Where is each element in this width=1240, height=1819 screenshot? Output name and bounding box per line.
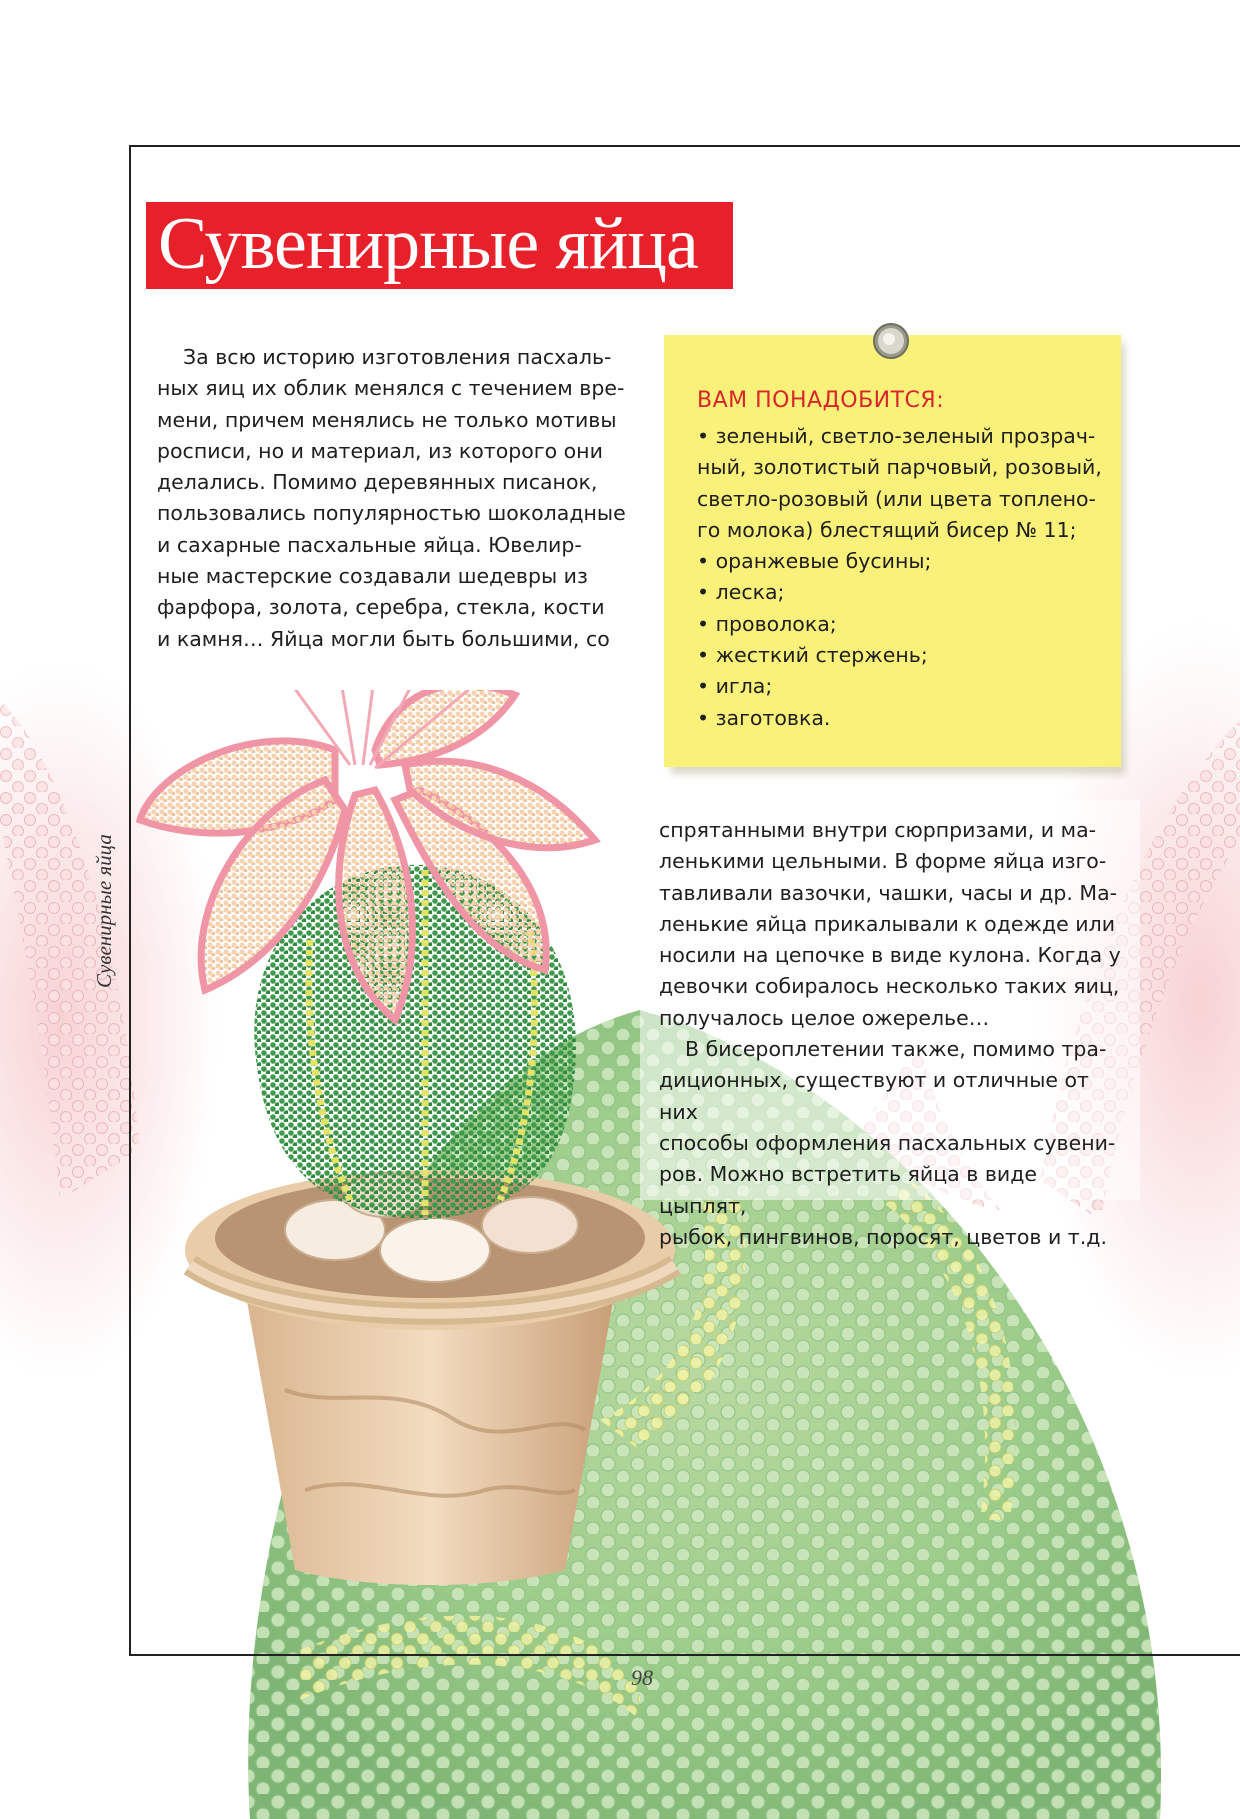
text-line: ленькими цельными. В форме яйца изго- [659,849,1107,874]
list-item: • оранжевые бусины; [697,549,932,574]
list-item: го молока) блестящий бисер № 11; [697,517,1077,542]
text-line: мени, причем менялись не только мотивы [157,407,617,432]
list-item: • зеленый, светло-зеленый прозрач- [697,424,1096,448]
text-line: ные мастерские создавали шедевры из [157,564,588,589]
continuation-paragraph-2 [659,1034,1129,1253]
frame-left-line [129,145,131,1655]
continuation-paragraph-1 [659,815,1129,1034]
text-line: ных яиц их облик менялся с течением вре- [157,376,625,401]
text-line: рыбок, пингвинов, поросят, цветов и т.д. [659,1224,1107,1249]
text-line: диционных, существуют и отличные от них [659,1068,1089,1124]
section-side-label: Сувенирные яйца [92,834,116,988]
frame-bottom-line [129,1654,1240,1656]
text-line: фарфора, золота, серебра, стекла, кости [157,595,605,620]
text-line: росписи, но и материал, из которого они [157,438,603,463]
text-line: ров. Можно встретить яйца в виде цыплят, [659,1162,1038,1218]
list-item: ный, золотистый парчовый, розовый, [697,455,1102,480]
list-item: • проволока; [697,611,837,636]
materials-title: ВАМ ПОНАДОБИТСЯ: [697,388,945,413]
text-line: и камня… Яйца могли быть большими, со [157,626,610,651]
text-line: тавливали вазочки, чашки, часы и др. Ма- [659,880,1118,905]
text-line: носили на цепочке в виде кулона. Когда у [659,943,1121,968]
intro-paragraph [157,342,632,655]
text-line: и сахарные пасхальные яйца. Ювелир- [157,532,582,557]
list-item: светло-розовый (или цвета топлено- [697,486,1096,511]
list-item: • жесткий стержень; [697,643,928,668]
frame-top-line [129,145,1240,147]
materials-list [697,421,1107,734]
text-line: В бисероплетении также, помимо тра- [685,1037,1107,1062]
text-line: За всю историю изготовления пасхаль- [183,345,612,369]
text-line: девочки собиралось несколько таких яиц, [659,974,1120,999]
list-item: • заготовка. [697,705,831,730]
continuation-text [659,815,1129,1253]
pushpin-icon [870,320,912,362]
text-line: способы оформления пасхальных сувени- [659,1130,1116,1155]
list-item: • игла; [697,674,773,699]
page-title: Сувенирные яйца [158,203,698,285]
page-number: 98 [631,1665,653,1690]
text-line: пользовались популярностью шоколадные [157,501,626,526]
beaded-cactus-photo [135,690,735,1590]
text-line: спрятанными внутри сюрпризами, и ма- [659,818,1097,842]
text-line: делались. Помимо деревянных писанок, [157,470,598,495]
list-item: • леска; [697,580,785,605]
intro-text [157,342,632,655]
text-line: ленькие яйца прикалывали к одежде или [659,911,1116,936]
text-line: получалось целое ожерелье… [659,1005,990,1030]
